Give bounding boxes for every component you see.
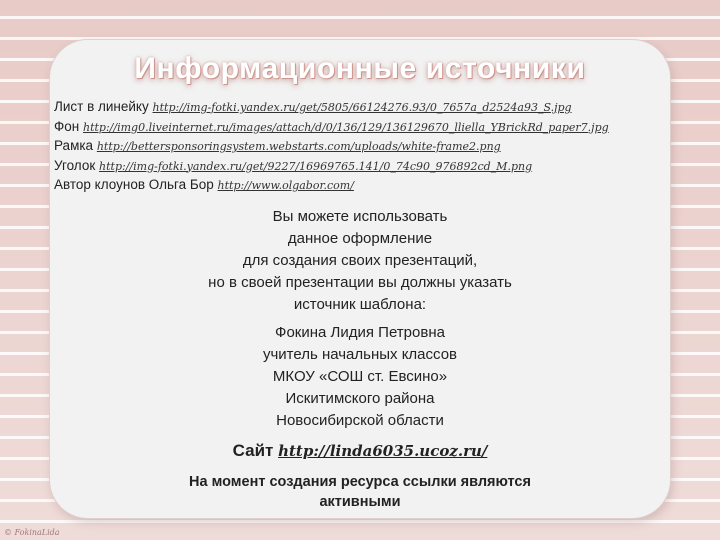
note-line: активными <box>319 494 401 510</box>
source-background <box>54 118 664 138</box>
content-card <box>50 40 670 518</box>
notice-line: Вы можете использовать <box>272 208 448 225</box>
notice-line: но в своей презентации вы должны указать <box>208 274 512 291</box>
page-title: Информационные источники <box>134 52 586 85</box>
author-info <box>50 322 670 432</box>
notice-line: для создания своих презентаций, <box>242 252 478 269</box>
usage-notice <box>50 206 670 316</box>
source-link[interactable]: http://img-fotki.yandex.ru/get/9227/16969765.141/0_74c90_976892cd_M.png <box>99 159 533 173</box>
source-label: Рамка <box>54 138 94 153</box>
author-position: учитель начальных классов <box>262 346 458 363</box>
source-corner <box>54 157 664 177</box>
source-clowns-author <box>54 176 664 196</box>
source-sheet <box>54 98 664 118</box>
links-active-note <box>50 472 670 512</box>
source-link[interactable]: http://www.olgabor.com/ <box>217 179 354 192</box>
notice-line: источник шаблона: <box>293 296 427 313</box>
source-frame <box>54 137 664 157</box>
copyright-mark: © FokinaLida <box>4 528 60 537</box>
author-district: Искитимского района <box>285 390 435 407</box>
source-link[interactable]: http://img-fotki.yandex.ru/get/5805/66124276.93/0_7657a_d2524a93_S.jpg <box>152 101 572 114</box>
source-label: Фон <box>54 118 80 134</box>
sources-list <box>54 98 664 196</box>
site-line <box>50 441 670 461</box>
source-label: Уголок <box>54 157 96 173</box>
site-label: Сайт <box>232 441 274 460</box>
author-region: Новосибирской области <box>276 412 444 429</box>
note-line: На момент создания ресурса ссылки являются <box>189 474 531 490</box>
source-label: Лист в линейку <box>54 99 149 114</box>
author-school: МКОУ «СОШ ст. Евсино» <box>272 368 448 385</box>
source-link[interactable]: http://bettersponsoringsystem.webstarts.com/uploads/white-frame2.png <box>96 140 501 153</box>
source-label: Автор клоунов Ольга Бор <box>54 177 214 192</box>
site-link[interactable]: http://linda6035.ucoz.ru/ <box>278 442 488 460</box>
source-link[interactable]: http://img0.liveinternet.ru/images/attach/d/0/136/129/136129670_lliella_YBrickRd_paper7.jpg <box>83 120 609 134</box>
notice-line: данное оформление <box>287 230 433 247</box>
author-name: Фокина Лидия Петровна <box>275 324 445 341</box>
